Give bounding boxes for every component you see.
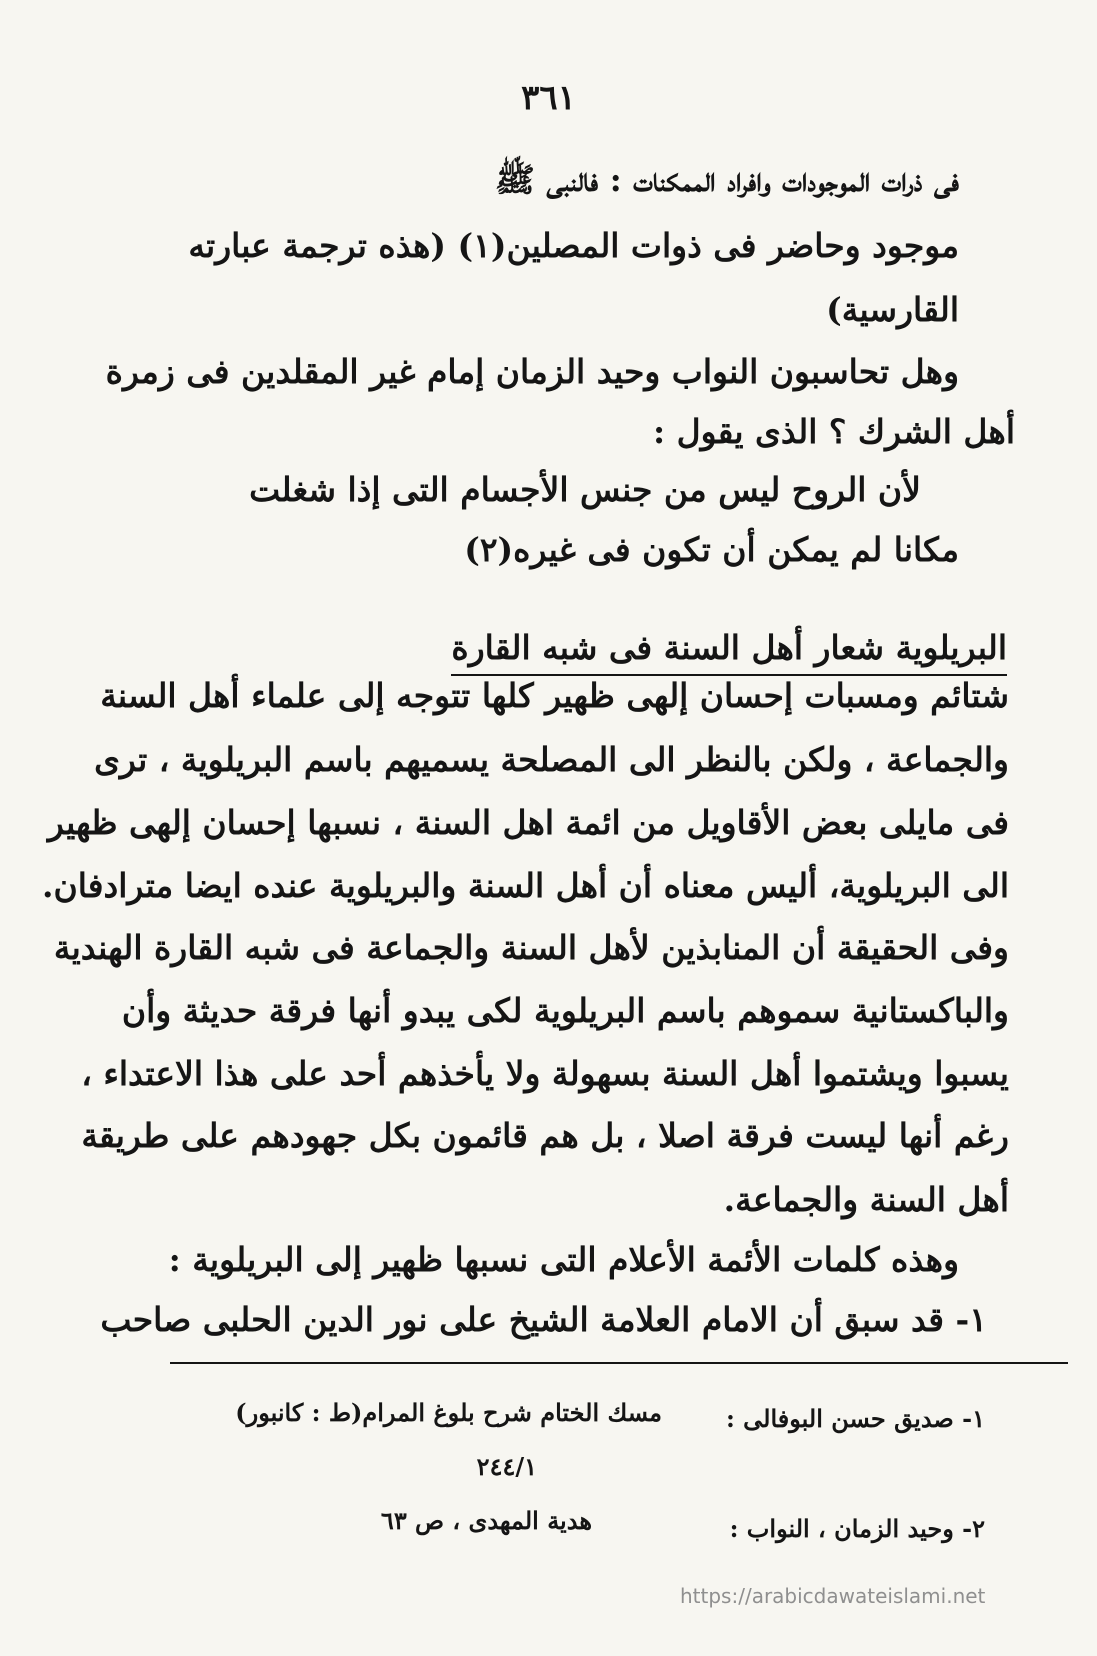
- footnote-1-source: مسك الختام شرح بلوغ المرام(ط : كانبور): [235, 1398, 662, 1427]
- verse-line: مكانا لم يمكن أن تكون فى غيره(٢): [464, 530, 959, 569]
- footnote-2-ref: ٢- وحيد الزمان ، النواب :: [729, 1514, 985, 1543]
- paragraph-line: والجماعة ، ولكن بالنظر الى المصلحة يسميهم باسم البريلوية ، ترى: [94, 740, 1009, 779]
- paragraph-line: ١- قد سبق أن الامام العلامة الشيخ على نور الدين الحلبى صاحب: [100, 1300, 987, 1339]
- section-heading-wrap: [451, 628, 1007, 676]
- footnote-2-source: هدية المهدى ، ص ٦٣: [380, 1506, 592, 1535]
- paragraph-line: رغم أنها ليست فرقة اصلا ، بل هم قائمون بكل جهودهم على طريقة: [81, 1116, 1009, 1155]
- paragraph-line: شتائم ومسبات إحسان إلهى ظهير كلها تتوجه إلى علماء أهل السنة: [100, 676, 1009, 715]
- paragraph-line: الى البريلوية، أليس معناه أن أهل السنة والبريلوية عنده ايضا مترادفان.: [41, 866, 1009, 905]
- footnote-1-ref: ١- صديق حسن البوفالى :: [725, 1404, 985, 1433]
- body-line: فى ذرات الموجودات وافراد الممكنات : فالنبى ﷺ: [494, 160, 959, 199]
- body-line: القارسية): [826, 290, 959, 329]
- footnote-divider: [170, 1362, 1068, 1364]
- paragraph-line: وهذه كلمات الأئمة الأعلام التى نسبها ظهير إلى البريلوية :: [168, 1240, 959, 1279]
- paragraph-line: والباكستانية سموهم باسم البريلوية لكى يبدو أنها فرقة حديثة وأن: [121, 991, 1009, 1030]
- paragraph-line: وفى الحقيقة أن المنابذين لأهل السنة والجماعة فى شبه القارة الهندية: [53, 928, 1009, 967]
- page-number: ٣٦١: [521, 78, 576, 118]
- paragraph-line: أهل السنة والجماعة.: [723, 1180, 1009, 1219]
- section-heading: البريلوية شعار أهل السنة فى شبه القارة: [451, 628, 1007, 676]
- body-line: أهل الشرك ؟ الذى يقول :: [652, 412, 1015, 451]
- paragraph-line: يسبوا ويشتموا أهل السنة بسهولة ولا يأخذهم أحد على هذا الاعتداء ،: [81, 1054, 1009, 1093]
- watermark-url: https://arabicdawateislami.net: [680, 1584, 986, 1608]
- body-line: وهل تحاسبون النواب وحيد الزمان إمام غير المقلدين فى زمرة: [105, 352, 959, 391]
- body-line: موجود وحاضر فى ذوات المصلين(١) (هذه ترجمة عبارته: [188, 226, 959, 265]
- paragraph-line: فى مايلى بعض الأقاويل من ائمة اهل السنة ، نسبها إحسان إلهى ظهير: [47, 803, 1009, 842]
- footnote-1-page: ٢٤٤/١: [476, 1452, 537, 1481]
- verse-line: لأن الروح ليس من جنس الأجسام التى إذا شغلت: [249, 470, 921, 509]
